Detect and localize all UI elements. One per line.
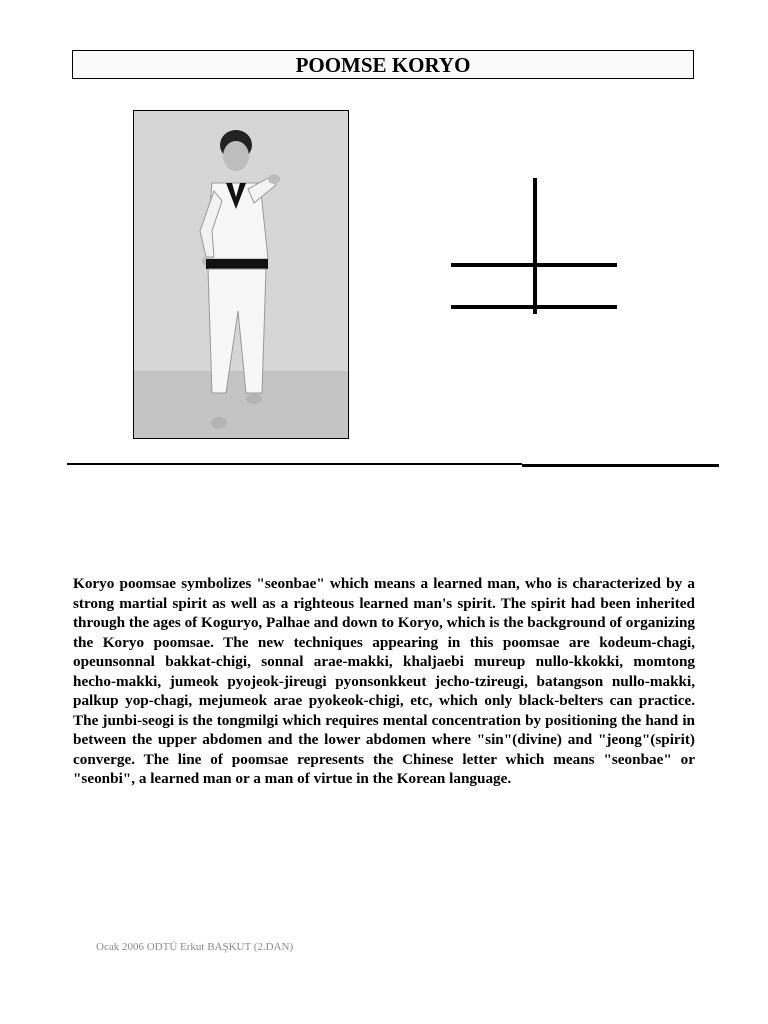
footer-credit: Ocak 2006 ODTÜ Erkut BAŞKUT (2.DAN) <box>96 941 294 953</box>
section-divider-right <box>522 464 719 467</box>
poomsae-line-diagram <box>440 170 630 320</box>
page-title: POOMSE KORYO <box>72 50 694 79</box>
section-divider <box>67 463 522 465</box>
koryo-description: Koryo poomsae symbolizes "seonbae" which means a learned man, who is characterized by a strong martial spirit as well as a righteous learned man's spirit. The spirit had been inherited through the ages of Koguryo, Palhae and down to Koryo, which is the background of organizing the Koryo poomsae. The new techniques appearing in this poomsae are kodeum-chagi, opeunsonnal bakkat-chigi, sonnal arae-makki, khaljaebi mureup nullo-kkokki, momtong hecho-makki, jumeok pyojeok-jireugi pyonsonkkeut jecho-tzireugi, batangson nullo-makki, palkup yop-chagi, mejumeok arae pyokeok-chigi, etc, which only black-belters can practice. The junbi-seogi is the tongmilgi which requires mental concentration by positioning the hand in between the upper abdomen and the lower abdomen where "sin"(divine) and "jeong"(spirit) converge. The line of poomsae represents the Chinese letter which means "seonbae" or "seonbi", a learned man or a man of virtue in the Korean language. <box>73 575 695 787</box>
taekwondo-stance-photo <box>133 110 349 439</box>
